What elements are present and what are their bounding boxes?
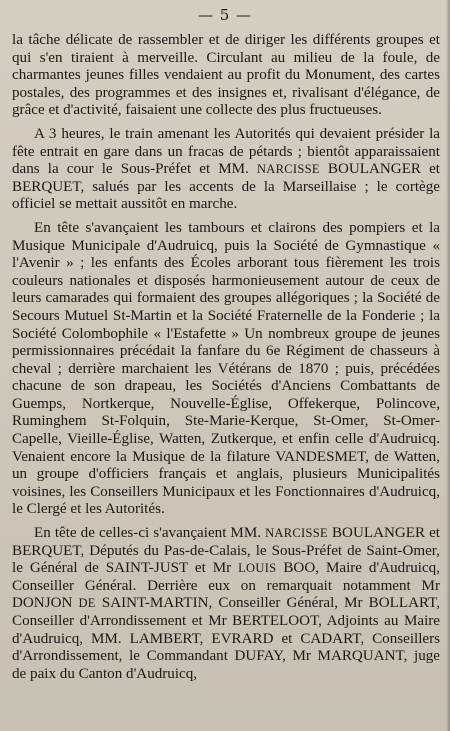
page-number: — 5 — [197, 6, 253, 24]
small-caps-text: LOUIS [238, 561, 277, 576]
body-text [12, 32, 440, 689]
text-segment: En tête de celles-ci s'avançaient MM. [34, 525, 266, 542]
paragraph-4 [12, 525, 440, 683]
text-segment: BOO, Maire d'Audruicq, Conseiller Général. Derrière eux on remarquait notamment Mr DONJON [12, 560, 440, 612]
small-caps-text: DE [78, 596, 96, 611]
text-segment: BOULANGER et BERQUET, salués par les accents de la Marseillaise ; le cortège officiel se mettait aussitôt en marche. [12, 161, 440, 213]
text-segment: A 3 heures, le train amenant les Autorités qui devaient présider la fête entrait en gare dans un fracas de pétards ; bientôt apparaissaient dans la cour le Sous-Préfet et MM. [12, 125, 440, 178]
paragraph-3 [12, 220, 440, 519]
text-segment: SAINT-MARTIN, Conseiller Général, Mr BOLLART, Conseiller d'Arrondissement et Mr BERTELOOT, Adjoints au Maire d'Audruicq, MM. LAMBERT, EVRARD et CADART, Conseillers d'Arrondissement, le Commandant DUFAY, Mr MARQUANT, juge de paix du Canton d'Audruicq, [12, 595, 441, 682]
small-caps-text: NARCISSE [256, 162, 320, 177]
text-segment: la tâche délicate de rassembler et de diriger les différents groupes et qui s'en tiraient à merveille. Circulant au milieu de la foule, de charmantes jeunes filles vendaient au profit du Monument, des cartes postales, des programmes et des insignes et, rivalisant d'élégance, de grâce et d'activité, faisaient une collecte des plus fructueuses. [12, 32, 440, 119]
text-segment: BOULANGER et BERQUET, Députés du Pas-de-Calais, le Sous-Préfet de Saint-Omer, le Général de SAINT-JUST et Mr [12, 525, 440, 577]
page-edge-shadow [446, 0, 450, 731]
paragraph-1 [12, 32, 440, 120]
paragraph-2 [12, 126, 440, 214]
text-segment: En tête s'avançaient les tambours et clairons des pompiers et la Musique Municipale d'Audruicq, puis la Société de Gymnastique « l'Avenir » ; les enfants des Écoles arborant tous fièrement les trois couleurs nationales et disposés harmonieusement autour de ceux de leurs camarades qui formaient des groupes allégoriques ; la Société de Secours Mutuel St-Martin et la Société Fraternelle de la Fonderie ; la Société Colombophile « l'Estafette » Un nombreux groupe de jeunes permissionnaires précédait la fanfare du 6e Régiment de chasseurs à cheval ; derrière marchaient les Vétérans de 1870 ; puis, précédées chacune de son drapeau, les Sociétés d'Anciens Combattants de Guemps, Nortkerque, Nouvelle-Église, Offekerque, Polincove, Ruminghem St-Folquin, Ste-Marie-Kerque, St-Omer, St-Omer-Capelle, Vieille-Église, Watten, Zutkerque, et enfin celle d'Audruicq. Venaient encore la Musique de la filature VANDESMET, de Watten, un groupe d'officiers français et anglais, plusieurs Municipalités voisines, les Conseillers Municipaux et les Fonctionnaires d'Audruicq, le Clergé et les Autorités. [12, 219, 440, 518]
small-caps-text: NARCISSE [265, 526, 328, 541]
